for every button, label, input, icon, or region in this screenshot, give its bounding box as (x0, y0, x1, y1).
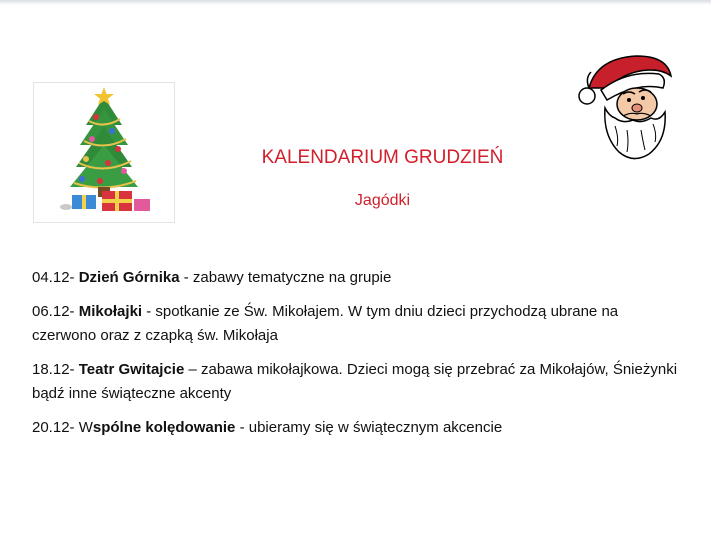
event-date: 18.12- (32, 361, 75, 378)
event-entry (32, 416, 692, 440)
event-name-prefix: W (78, 419, 93, 436)
event-description: - ubieramy się w świątecznym akcencie (235, 419, 503, 436)
event-date: 04.12- (32, 269, 75, 286)
event-list (32, 266, 711, 450)
event-entry (32, 300, 692, 348)
event-entry (32, 266, 692, 290)
top-edge-shadow (0, 0, 711, 5)
event-description: - zabawy tematyczne na grupie (179, 269, 392, 286)
event-date: 20.12- (32, 419, 79, 436)
event-entry (32, 358, 692, 406)
group-name: Jagódki (354, 192, 411, 209)
event-name: spólne kolędowanie (92, 419, 236, 436)
event-description-continued: czerwono oraz z czapką św. Mikołaja (32, 327, 278, 344)
event-name: Teatr Gwitajcie (78, 361, 185, 378)
event-description: - spotkanie ze Św. Mikołajem. W tym dniu dzieci przychodzą ubrane na (142, 303, 619, 320)
christmas-tree-image (33, 82, 175, 223)
event-name: Dzień Górnika (78, 269, 180, 286)
event-name: Mikołajki (78, 303, 143, 320)
christmas-tree-icon (34, 83, 174, 222)
event-date: 06.12- (32, 303, 75, 320)
page-title: KALENDARIUM GRUDZIEŃ (261, 147, 504, 168)
event-description-continued: bądź inne świąteczne akcenty (32, 385, 232, 402)
event-description: – zabawa mikołajkowa. Dzieci mogą się przebrać za Mikołajów, Śnieżynki (184, 361, 678, 378)
